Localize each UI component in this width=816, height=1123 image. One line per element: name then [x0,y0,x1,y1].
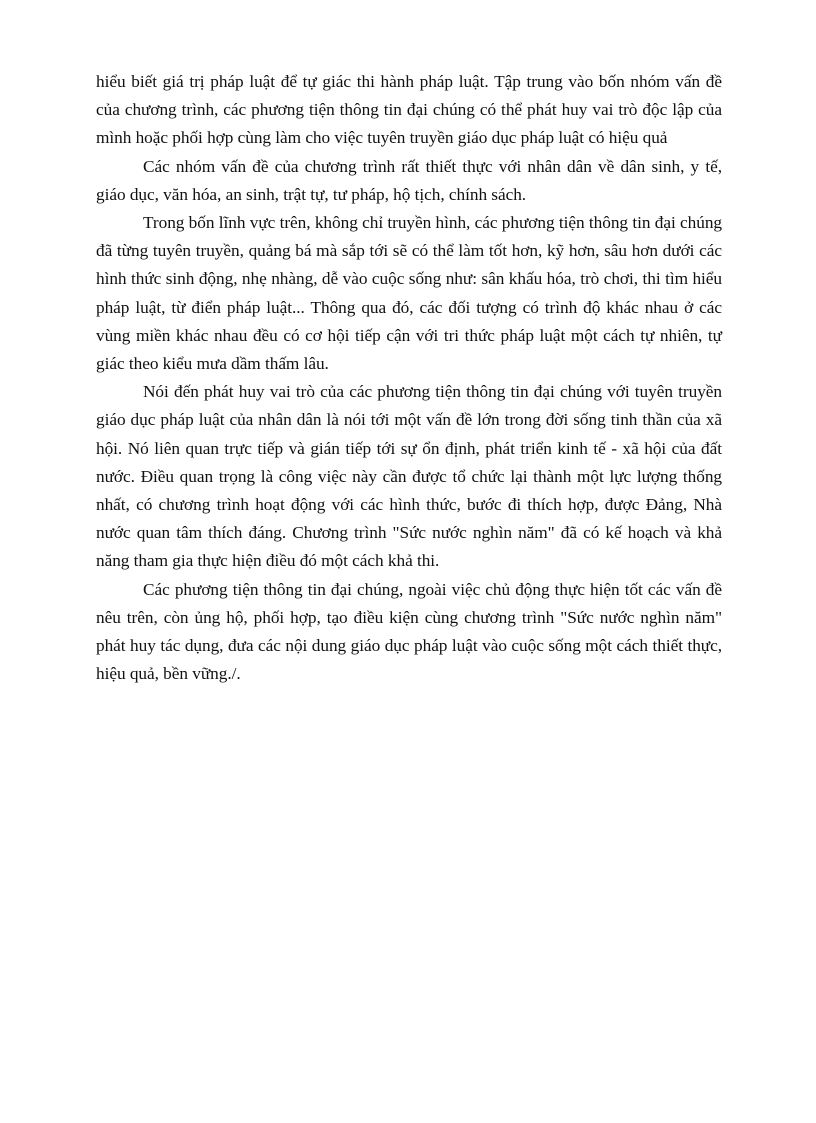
document-body [96,68,722,688]
paragraph-conclusion: Các phương tiện thông tin đại chúng, ngoài việc chủ động thực hiện tốt các vấn đề nêu trên, còn ủng hộ, phối hợp, tạo điều kiện cùng chương trình "Sức nước nghìn năm" phát huy tác dụng, đưa các nội dung giáo dục pháp luật vào cuộc sống một cách thiết thực, hiệu quả, bền vững./. [96,579,722,684]
paragraph-media-role: Nói đến phát huy vai trò của các phương tiện thông tin đại chúng với tuyên truyền giáo dục pháp luật của nhân dân là nói tới một vấn đề lớn trong đời sống tinh thần của xã hội. Nó liên quan trực tiếp và gián tiếp tới sự ổn định, phát triển kinh tế - xã hội của đất nước. Điều quan trọng là công việc này cần được tổ chức lại thành một lực lượng thống nhất, có chương trình hoạt động với các hình thức, bước đi thích hợp, được Đảng, Nhà nước quan tâm thích đáng. Chương trình "Sức nước nghìn năm" đã có kế hoạch và khả năng tham gia thực hiện điều đó một cách khả thi. [96,382,722,571]
paragraph-four-fields: Trong bốn lĩnh vực trên, không chỉ truyền hình, các phương tiện thông tin đại chúng đã từng tuyên truyền, quảng bá mà sắp tới sẽ có thể làm tốt hơn, kỹ hơn, sâu hơn dưới các hình thức sinh động, nhẹ nhàng, dễ vào cuộc sống như: sân khấu hóa, trò chơi, thi tìm hiểu pháp luật, từ điển pháp luật... Thông qua đó, các đối tượng có trình độ khác nhau ở các vùng miền khác nhau đều có cơ hội tiếp cận với tri thức pháp luật một cách tự nhiên, tự giác theo kiểu mưa dầm thấm lâu. [96,213,722,374]
paragraph-issue-groups: Các nhóm vấn đề của chương trình rất thiết thực với nhân dân về dân sinh, y tế, giáo dục, văn hóa, an sinh, trật tự, tư pháp, hộ tịch, chính sách. [96,156,722,204]
paragraph-continuation: hiểu biết giá trị pháp luật để tự giác thi hành pháp luật. Tập trung vào bốn nhóm vấn đề của chương trình, các phương tiện thông tin đại chúng có thể phát huy vai trò độc lập của mình hoặc phối hợp cùng làm cho việc tuyên truyền giáo dục pháp luật có hiệu quả [96,72,722,148]
